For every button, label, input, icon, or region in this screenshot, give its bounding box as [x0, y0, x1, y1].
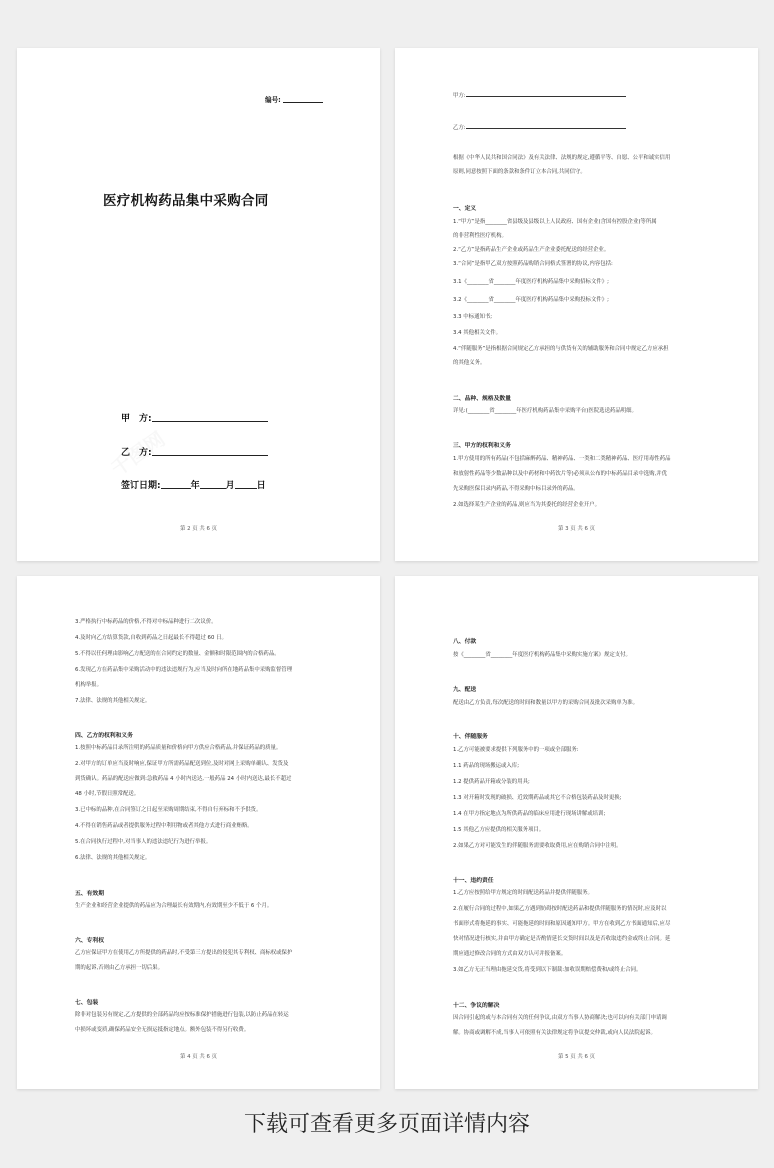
- section-heading: 二、品种、规格及数量: [453, 396, 511, 402]
- paragraph-line: 期应通过修改合同的方式由双方认可并报备案。: [453, 951, 567, 957]
- paragraph-line: 期的起诉,否则由乙方承担一切后果。: [75, 965, 163, 971]
- paragraph-line: 1.4 在甲方指定地点为所供药品的临床应用进行现场讲解或培训;: [453, 811, 606, 817]
- party-b-field: [121, 445, 268, 458]
- paragraph-line: 3.“合同”是指甲乙双方按照药品购销合同格式签署的协议,内容包括:: [453, 261, 613, 267]
- paragraph-line: 6.法律、法规的其他相关规定。: [75, 855, 151, 861]
- sign-date-field: [121, 478, 266, 491]
- paragraph-line: 1.“甲方”是指________省县级及县级以上人民政府、国有企业(含国有控股企业)等所属: [453, 219, 657, 225]
- paragraph-line: 7.法律、法规的其他相关规定。: [75, 698, 151, 704]
- party-b-blank: [466, 128, 626, 129]
- day-blank: [235, 488, 257, 489]
- section-heading: 八、付款: [453, 639, 477, 645]
- paragraph-line: 根据《中华人民共和国合同法》及有关法律、法规的规定,遵循平等、自愿、公平和诚实信用: [453, 155, 671, 161]
- document-page-cover: [17, 48, 380, 561]
- paragraph-line: 1.5 其他乙方应提供的相关服务项目。: [453, 827, 545, 833]
- paragraph-line: 快对情况进行核实,并由甲方确定是否酌情延长交货时间以及是否收取违约金或终止合同。延: [453, 936, 671, 942]
- paragraph-line: 48 小时,节假日照常配送。: [75, 791, 140, 797]
- section-heading: 三、甲方的权利和义务: [453, 443, 511, 449]
- paragraph-line: 的其他义务。: [453, 360, 486, 366]
- paragraph-line: 除非对包装另有规定,乙方提供的全部药品均应按标准保护措施进行包装,以防止药品在转运: [75, 1012, 289, 1018]
- section-heading: 五、有效期: [75, 891, 104, 897]
- page-footer: 第 5 页 共 6 页: [558, 1054, 595, 1060]
- paragraph-line: 3.2《________省________年度医疗机构药品集中采购投标文件》;: [453, 297, 609, 303]
- paragraph-line: 因合同引起的或与本合同有关的任何争议,由双方当事人协商解决;也可以向有关部门申请调: [453, 1015, 667, 1021]
- section-heading: 十、伴随服务: [453, 734, 488, 740]
- paragraph-line: 4.及时向乙方结算货款,自收到药品之日起最长不得超过 60 日。: [75, 635, 227, 641]
- paragraph-line: 先采购医保目录内药品,不得采购中标目录外的药品。: [453, 486, 579, 492]
- year-label: 年: [190, 481, 200, 491]
- paragraph-line: 书面形式将拖延的事实、可能拖延的时间和原因通知甲方。甲方在收到乙方书面通知后,应尽: [453, 921, 671, 927]
- paragraph-line: 2.如果乙方对可能发生的伴随服务需要收取费用,应在购销合同中注明。: [453, 843, 622, 849]
- day-label: 日: [256, 481, 266, 491]
- month-blank: [200, 488, 226, 489]
- paragraph-line: 3.如乙方无正当理由拖延交货,将受到以下制裁:加收误期赔偿费和/或终止合同。: [453, 967, 642, 973]
- document-page-2: [395, 48, 758, 561]
- party-b-blank: [152, 455, 268, 456]
- paragraph-line: 和放射性药品等少数品种以及中药材和中药饮片等)必须从公布的中标药品目录中选购,并优: [453, 471, 668, 477]
- paragraph-line: 解。协商或调解不成,当事人可依照有关法律规定将争议提交仲裁,或向人民法院起诉。: [453, 1030, 656, 1036]
- party-a-blank: [466, 96, 626, 97]
- section-heading: 四、乙方的权利和义务: [75, 733, 133, 739]
- paragraph-line: 1.1 药品的现场搬运或入库;: [453, 763, 520, 769]
- party-a-line: [453, 94, 718, 99]
- paragraph-line: 配送由乙方负责,每次配送的时间和数量以甲方的采购合同及批次采购单为准。: [453, 700, 638, 706]
- party-b-label: 乙方:: [453, 125, 466, 131]
- paragraph-line: 1.乙方应按照给甲方规定的时间配送药品并提供伴随服务。: [453, 890, 593, 896]
- paragraph-line: 1.甲方使用的所有药品(不包括麻醉药品、精神药品、一类和二类精神药品、医疗用毒性药品: [453, 456, 671, 462]
- document-title: 医疗机构药品集中采购合同: [103, 193, 269, 209]
- document-page-4: [395, 576, 758, 1089]
- paragraph-line: 4.“伴随服务”是指根据合同规定乙方承担的与供货有关的辅助服务和合同中规定乙方应承担: [453, 346, 669, 352]
- page-footer: 第 4 页 共 6 页: [180, 1054, 217, 1060]
- paragraph-line: 1.乙方可能被要求提供下列服务中的一项或全部服务:: [453, 747, 579, 753]
- section-heading: 九、配送: [453, 687, 477, 693]
- paragraph-line: 2.“乙方”是指药品生产企业或药品生产企业委托配送的经营企业。: [453, 247, 610, 253]
- document-page-3: [17, 576, 380, 1089]
- paragraph-line: 机构举报。: [75, 682, 102, 688]
- paragraph-line: 1.2 提供药品开箱或分装的用具;: [453, 779, 530, 785]
- contract-number-field: [265, 94, 323, 104]
- contract-number-blank: [283, 102, 323, 103]
- paragraph-line: 生产企业和经营企业提供的药品应为合理最长有效期内,有效期至少不低于 6 个月。: [75, 903, 273, 909]
- party-a-label: 甲 方:: [121, 414, 152, 424]
- paragraph-line: 3.已中标的品种,在合同签订之日起至采购周期结束,不得自行弃标和不予供货。: [75, 807, 262, 813]
- paragraph-line: 5.在合同执行过程中,对当事人的违法违纪行为进行举报。: [75, 839, 212, 845]
- sign-date-label: 签订日期:: [121, 481, 161, 491]
- paragraph-line: 到货确认。药品的配送应做到:急救药品 4 小时内送达,一般药品 24 小时内送达,最长不超过: [75, 776, 292, 782]
- paragraph-line: 中损坏或变质,确保药品安全无损运抵指定地点。额外包装不得另行收费。: [75, 1027, 250, 1033]
- page-footer: 第 2 页 共 6 页: [180, 526, 217, 532]
- paragraph-line: 的非营利性医疗机构。: [453, 233, 507, 239]
- party-b-line: [453, 126, 718, 131]
- paragraph-line: 原则,同意按照下面的条款和条件订立本合同,共同信守。: [453, 169, 586, 175]
- paragraph-line: 2.如选择某生产企业的药品,则应当为其委托的经营企业开户。: [453, 502, 601, 508]
- paragraph-line: 4.不得在销售药品或者提供服务过程中利用物或者其他方式进行商业贿赂。: [75, 823, 253, 829]
- paragraph-line: 2.在履行合同的过程中,如果乙方遇到妨碍按时配送药品和提供伴随服务的情况时,应及时以: [453, 906, 667, 912]
- paragraph-line: 3.1《________省________年度医疗机构药品集中采购招标文件》;: [453, 279, 609, 285]
- party-a-label: 甲方:: [453, 93, 466, 99]
- month-label: 月: [225, 481, 235, 491]
- page-footer: 第 3 页 共 6 页: [558, 526, 595, 532]
- party-a-blank: [152, 421, 268, 422]
- download-caption: 下载可查看更多页面详情内容: [243, 1112, 530, 1137]
- party-b-label: 乙 方:: [121, 448, 152, 458]
- paragraph-line: 3.严格执行中标药品的价格,不得对中标品种进行二次议价。: [75, 619, 217, 625]
- contract-number-label: 编号:: [265, 96, 281, 104]
- paragraph-line: 1.按照中标药品目录所注明的药品质量和价格向甲方供应合格药品,并保证药品的质量。: [75, 745, 282, 751]
- paragraph-line: 3.3 中标通知书;: [453, 314, 493, 320]
- paragraph-line: 详见:(________省________年医疗机构药品集中采购平台)医院选送药品明细。: [453, 408, 637, 414]
- section-heading: 一、定义: [453, 206, 477, 212]
- section-heading: 十一、违约责任: [453, 878, 494, 884]
- paragraph-line: 5.不得以任何理由影响乙方配送的在合同约定的数量、金额和时限范围内的合格药品。: [75, 651, 280, 657]
- paragraph-line: 3.4 其他相关文件。: [453, 330, 502, 336]
- paragraph-line: 2.对甲方的订单应当及时响应,保证甲方所需药品配送到位,及时对网上采购单确认、发货及: [75, 761, 289, 767]
- section-heading: 十二、争议的解决: [453, 1003, 500, 1009]
- section-heading: 六、专利权: [75, 938, 104, 944]
- party-a-field: [121, 411, 268, 424]
- year-blank: [161, 488, 191, 489]
- section-heading: 七、包装: [75, 1000, 99, 1006]
- paragraph-line: 1.3 对开箱时发现的破损、近效期药品或其它不合格包装药品及时更换;: [453, 795, 622, 801]
- paragraph-line: 6.发现乙方在药品集中采购活动中的违法违规行为,应当及时向所在地药品集中采购监督管理: [75, 667, 293, 673]
- paragraph-line: 按《________省________年度医疗机构药品集中采购实施方案》规定支付。: [453, 652, 631, 658]
- paragraph-line: 乙方应保证甲方在使用乙方所提供的药品时,不受第三方提出的侵犯其专利权、商标权或保护: [75, 950, 293, 956]
